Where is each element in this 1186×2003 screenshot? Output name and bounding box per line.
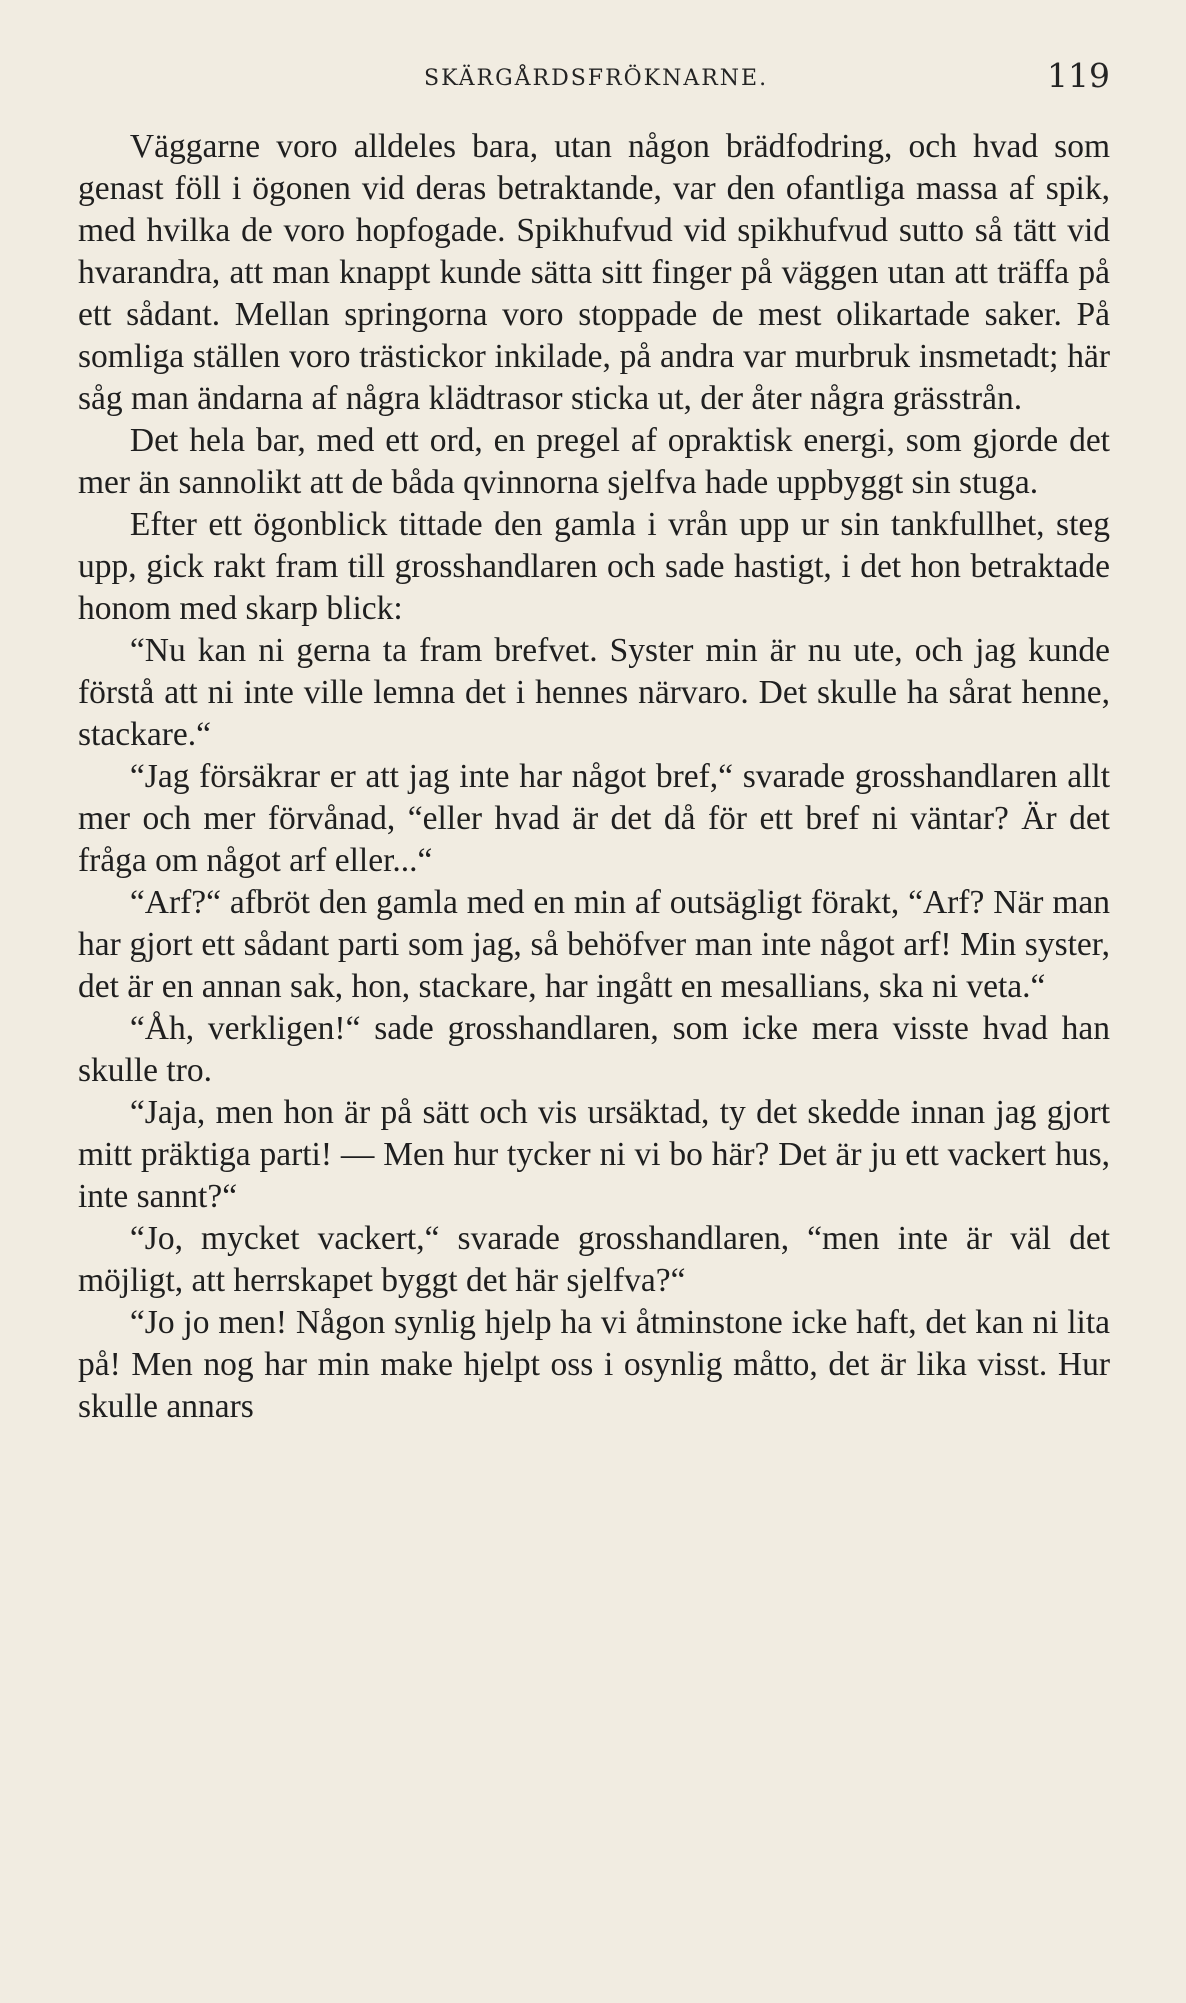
paragraph: “Jo, mycket vackert,“ svarade grosshandlaren, “men inte är väl det möjligt, att herrskapet byggt det här sjelfva?“ xyxy=(78,1220,1110,1299)
page-number: 119 xyxy=(1047,56,1110,95)
paragraph: “Nu kan ni gerna ta fram brefvet. Syster min är nu ute, och jag kunde förstå att ni inte ville lemna det i hennes närvaro. Det skulle ha sårat henne, stackare.“ xyxy=(78,632,1110,753)
paragraph: Väggarne voro alldeles bara, utan någon brädfodring, och hvad som genast föll i ögonen vid deras betraktande, var den ofantliga massa af spik, med hvilka de voro hopfogade. Spikhufvud vid spikhufvud sutto så tätt vid hvarandra, att man knappt kunde sätta sitt finger på väggen utan att träffa på ett sådant. Mellan springorna voro stoppade de mest olikartade saker. På somliga ställen voro trästickor inkilade, på andra var murbruk insmetadt; här såg man ändarna af några klädtrasor sticka ut, der åter några grässtrån. xyxy=(78,128,1110,417)
paragraph: “Arf?“ afbröt den gamla med en min af outsägligt förakt, “Arf? När man har gjort ett sådant parti som jag, så behöfver man inte något arf! Min syster, det är en annan sak, hon, stackare, har ingått en mesallians, ska ni veta.“ xyxy=(78,884,1110,1005)
paragraph: “Åh, verkligen!“ sade grosshandlaren, som icke mera visste hvad han skulle tro. xyxy=(78,1010,1110,1089)
paragraph: Det hela bar, med ett ord, en pregel af opraktisk energi, som gjorde det mer än sannolikt att de båda qvinnorna sjelfva hade uppbyggt sin stuga. xyxy=(78,422,1110,501)
paragraph: “Jo jo men! Någon synlig hjelp ha vi åtminstone icke haft, det kan ni lita på! Men nog har min make hjelpt oss i osynlig måtto, det är lika visst. Hur skulle annars xyxy=(78,1304,1110,1425)
paragraph: “Jag försäkrar er att jag inte har något bref,“ svarade grosshandlaren allt mer och mer förvånad, “eller hvad är det då för ett bref ni väntar? Är det fråga om något arf eller...“ xyxy=(78,758,1110,879)
body-text xyxy=(78,126,1110,1428)
paragraph: “Jaja, men hon är på sätt och vis ursäktad, ty det skedde innan jag gjort mitt präktiga parti! — Men hur tycker ni vi bo här? Det är ju ett vackert hus, inte sannt?“ xyxy=(78,1094,1110,1215)
paragraph: Efter ett ögonblick tittade den gamla i vrån upp ur sin tankfullhet, steg upp, gick rakt fram till grosshandlaren och sade hastigt, i det hon betraktade honom med skarp blick: xyxy=(78,506,1110,627)
running-title: SKÄRGÅRDSFRÖKNARNE. xyxy=(424,66,769,91)
page-header xyxy=(78,56,1110,100)
